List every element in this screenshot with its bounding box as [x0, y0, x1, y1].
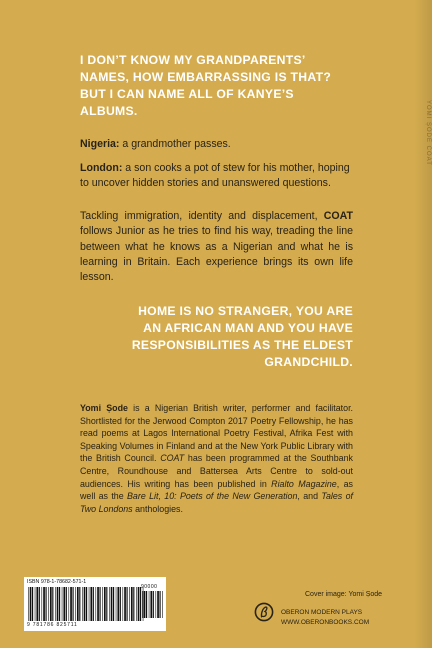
- quote-mid-line: AN AFRICAN MAN AND YOU HAVE: [143, 321, 353, 335]
- barcode-bar: [160, 591, 161, 618]
- barcode-bar: [63, 587, 65, 621]
- barcode-bar: [129, 587, 130, 621]
- barcode-bar: [116, 587, 117, 621]
- barcode-bar: [69, 587, 70, 621]
- barcode-bars: [28, 587, 144, 621]
- publisher-block: [281, 608, 369, 628]
- synopsis-title: COAT: [323, 210, 353, 222]
- spine-edge: [414, 0, 432, 648]
- price-barcode-bars: [142, 591, 164, 618]
- barcode-bar: [75, 587, 76, 621]
- bio-barelit: Bare Lit, 10: Poets of the New Generation: [127, 491, 298, 502]
- barcode-bar: [55, 587, 56, 621]
- barcode-bar: [106, 587, 107, 621]
- barcode-bar: [50, 587, 52, 621]
- barcode-digits: 9 781786 825711: [27, 622, 78, 628]
- barcode-bar: [131, 587, 133, 621]
- bio-coat: COAT: [160, 453, 185, 464]
- isbn-label: ISBN 978-1-78682-571-1: [27, 579, 87, 585]
- barcode-bar: [57, 587, 59, 621]
- barcode-bar: [86, 587, 87, 621]
- barcode-bar: [123, 587, 124, 621]
- barcode-bar: [142, 591, 143, 618]
- barcode-bar: [90, 587, 92, 621]
- barcode-bar: [111, 587, 113, 621]
- barcode-bar: [93, 587, 94, 621]
- barcode-bar: [43, 587, 45, 621]
- barcode-bar: [70, 587, 72, 621]
- barcode-bar: [156, 591, 157, 618]
- barcode-bar: [133, 587, 134, 621]
- barcode-bar: [140, 587, 141, 621]
- barcode-bar: [35, 587, 36, 621]
- barcode-bar: [162, 591, 163, 618]
- blurb-nigeria: [80, 137, 353, 152]
- barcode-bar: [144, 591, 146, 618]
- barcode-bar: [62, 587, 63, 621]
- barcode-bar: [150, 591, 152, 618]
- barcode-bar: [146, 591, 147, 618]
- london-text: a son cooks a pot of stew for his mother, hoping to uncover hidden stories and unanswered questions.: [80, 162, 350, 190]
- barcode-bar: [109, 587, 110, 621]
- quote-mid-line: HOME IS NO STRANGER, YOU ARE: [138, 304, 353, 318]
- bio-tales: Tales of Two Londons: [80, 491, 353, 514]
- barcode-bar: [100, 587, 101, 621]
- bio-text-1: is a Nigerian British writer, performer and facilitator. Shortlisted for the Jerwood Compton 2017 Poetry Fellowship, he has read poems at Lagos International Poetry Festival, Afrika Fest with Speaking Volumes in Finland and at the New York Public Library with the British Council.: [80, 403, 353, 464]
- synopsis-after: follows Junior as he tries to find his way, treading the line between what he knows as a Nigerian and what he is learning in Britain. Each experience brings its own life lesson.: [80, 225, 353, 284]
- quote-mid-line: GRANDCHILD.: [264, 355, 353, 369]
- barcode-bar: [113, 587, 114, 621]
- barcode-bar: [66, 587, 67, 621]
- quote-mid-line: RESPONSIBILITIES AS THE ELDEST: [131, 338, 353, 352]
- oberon-logo-icon: [254, 602, 274, 622]
- bio-text-2: has been programmed at the Southbank Centre, Roundhouse and Battersea Arts Centre to sold-out audiences. His writing has been published in: [80, 453, 353, 489]
- barcode-bar: [48, 587, 49, 621]
- price-code: 90000: [141, 584, 158, 590]
- pull-quote-top: [80, 52, 370, 120]
- nigeria-label: Nigeria:: [80, 138, 120, 150]
- barcode-bar: [153, 591, 154, 618]
- quote-top-line: BUT I CAN NAME ALL OF KANYE’S: [80, 87, 294, 101]
- barcode: [24, 577, 166, 631]
- bio-text-5: anthologies.: [132, 503, 183, 514]
- barcode-bar: [127, 587, 128, 621]
- barcode-bar: [77, 587, 79, 621]
- barcode-bar: [124, 587, 126, 621]
- barcode-bar: [97, 587, 99, 621]
- blurb-synopsis: [80, 209, 353, 285]
- quote-top-line: ALBUMS.: [80, 104, 138, 118]
- barcode-bar: [104, 587, 106, 621]
- barcode-bar: [157, 591, 159, 618]
- bio-text-4: , and: [297, 491, 322, 502]
- barcode-bar: [30, 587, 32, 621]
- barcode-bar: [89, 587, 90, 621]
- nigeria-text: a grandmother passes.: [119, 138, 231, 150]
- barcode-bar: [59, 587, 60, 621]
- barcode-bar: [73, 587, 74, 621]
- bio-rialto: Rialto Magazine: [271, 478, 337, 489]
- barcode-bar: [28, 587, 29, 621]
- barcode-bar: [138, 587, 140, 621]
- barcode-bar: [84, 587, 86, 621]
- quote-top-line: NAMES, HOW EMBARRASSING IS THAT?: [80, 70, 332, 84]
- publisher-url[interactable]: WWW.OBERONBOOKS.COM: [281, 619, 370, 626]
- publisher-name: OBERON MODERN PLAYS: [281, 609, 363, 616]
- barcode-bar: [79, 587, 80, 621]
- barcode-bar: [36, 587, 38, 621]
- synopsis-before: Tackling immigration, identity and displacement,: [80, 210, 324, 222]
- cover-credit: Cover image: Yomi Ṣode: [305, 591, 383, 598]
- quote-top-line: I DON’T KNOW MY GRANDPARENTS’: [80, 53, 306, 67]
- barcode-bar: [39, 587, 40, 621]
- barcode-bar: [52, 587, 53, 621]
- barcode-bar: [96, 587, 97, 621]
- pull-quote-middle: [80, 303, 353, 371]
- author-bio: [80, 402, 353, 515]
- barcode-bar: [117, 587, 119, 621]
- spine-text: YOMI ȘODE COAT: [425, 100, 431, 166]
- barcode-bar: [42, 587, 43, 621]
- barcode-bar: [120, 587, 121, 621]
- author-name: Yomi Ṣode: [80, 403, 128, 413]
- barcode-bar: [136, 587, 137, 621]
- barcode-bar: [82, 587, 83, 621]
- london-label: London:: [80, 162, 123, 174]
- blurb-london: [80, 161, 353, 192]
- barcode-bar: [46, 587, 47, 621]
- barcode-bar: [32, 587, 33, 621]
- barcode-bar: [102, 587, 103, 621]
- bio-text-3: , as well as the: [80, 478, 353, 502]
- barcode-bar: [149, 591, 150, 618]
